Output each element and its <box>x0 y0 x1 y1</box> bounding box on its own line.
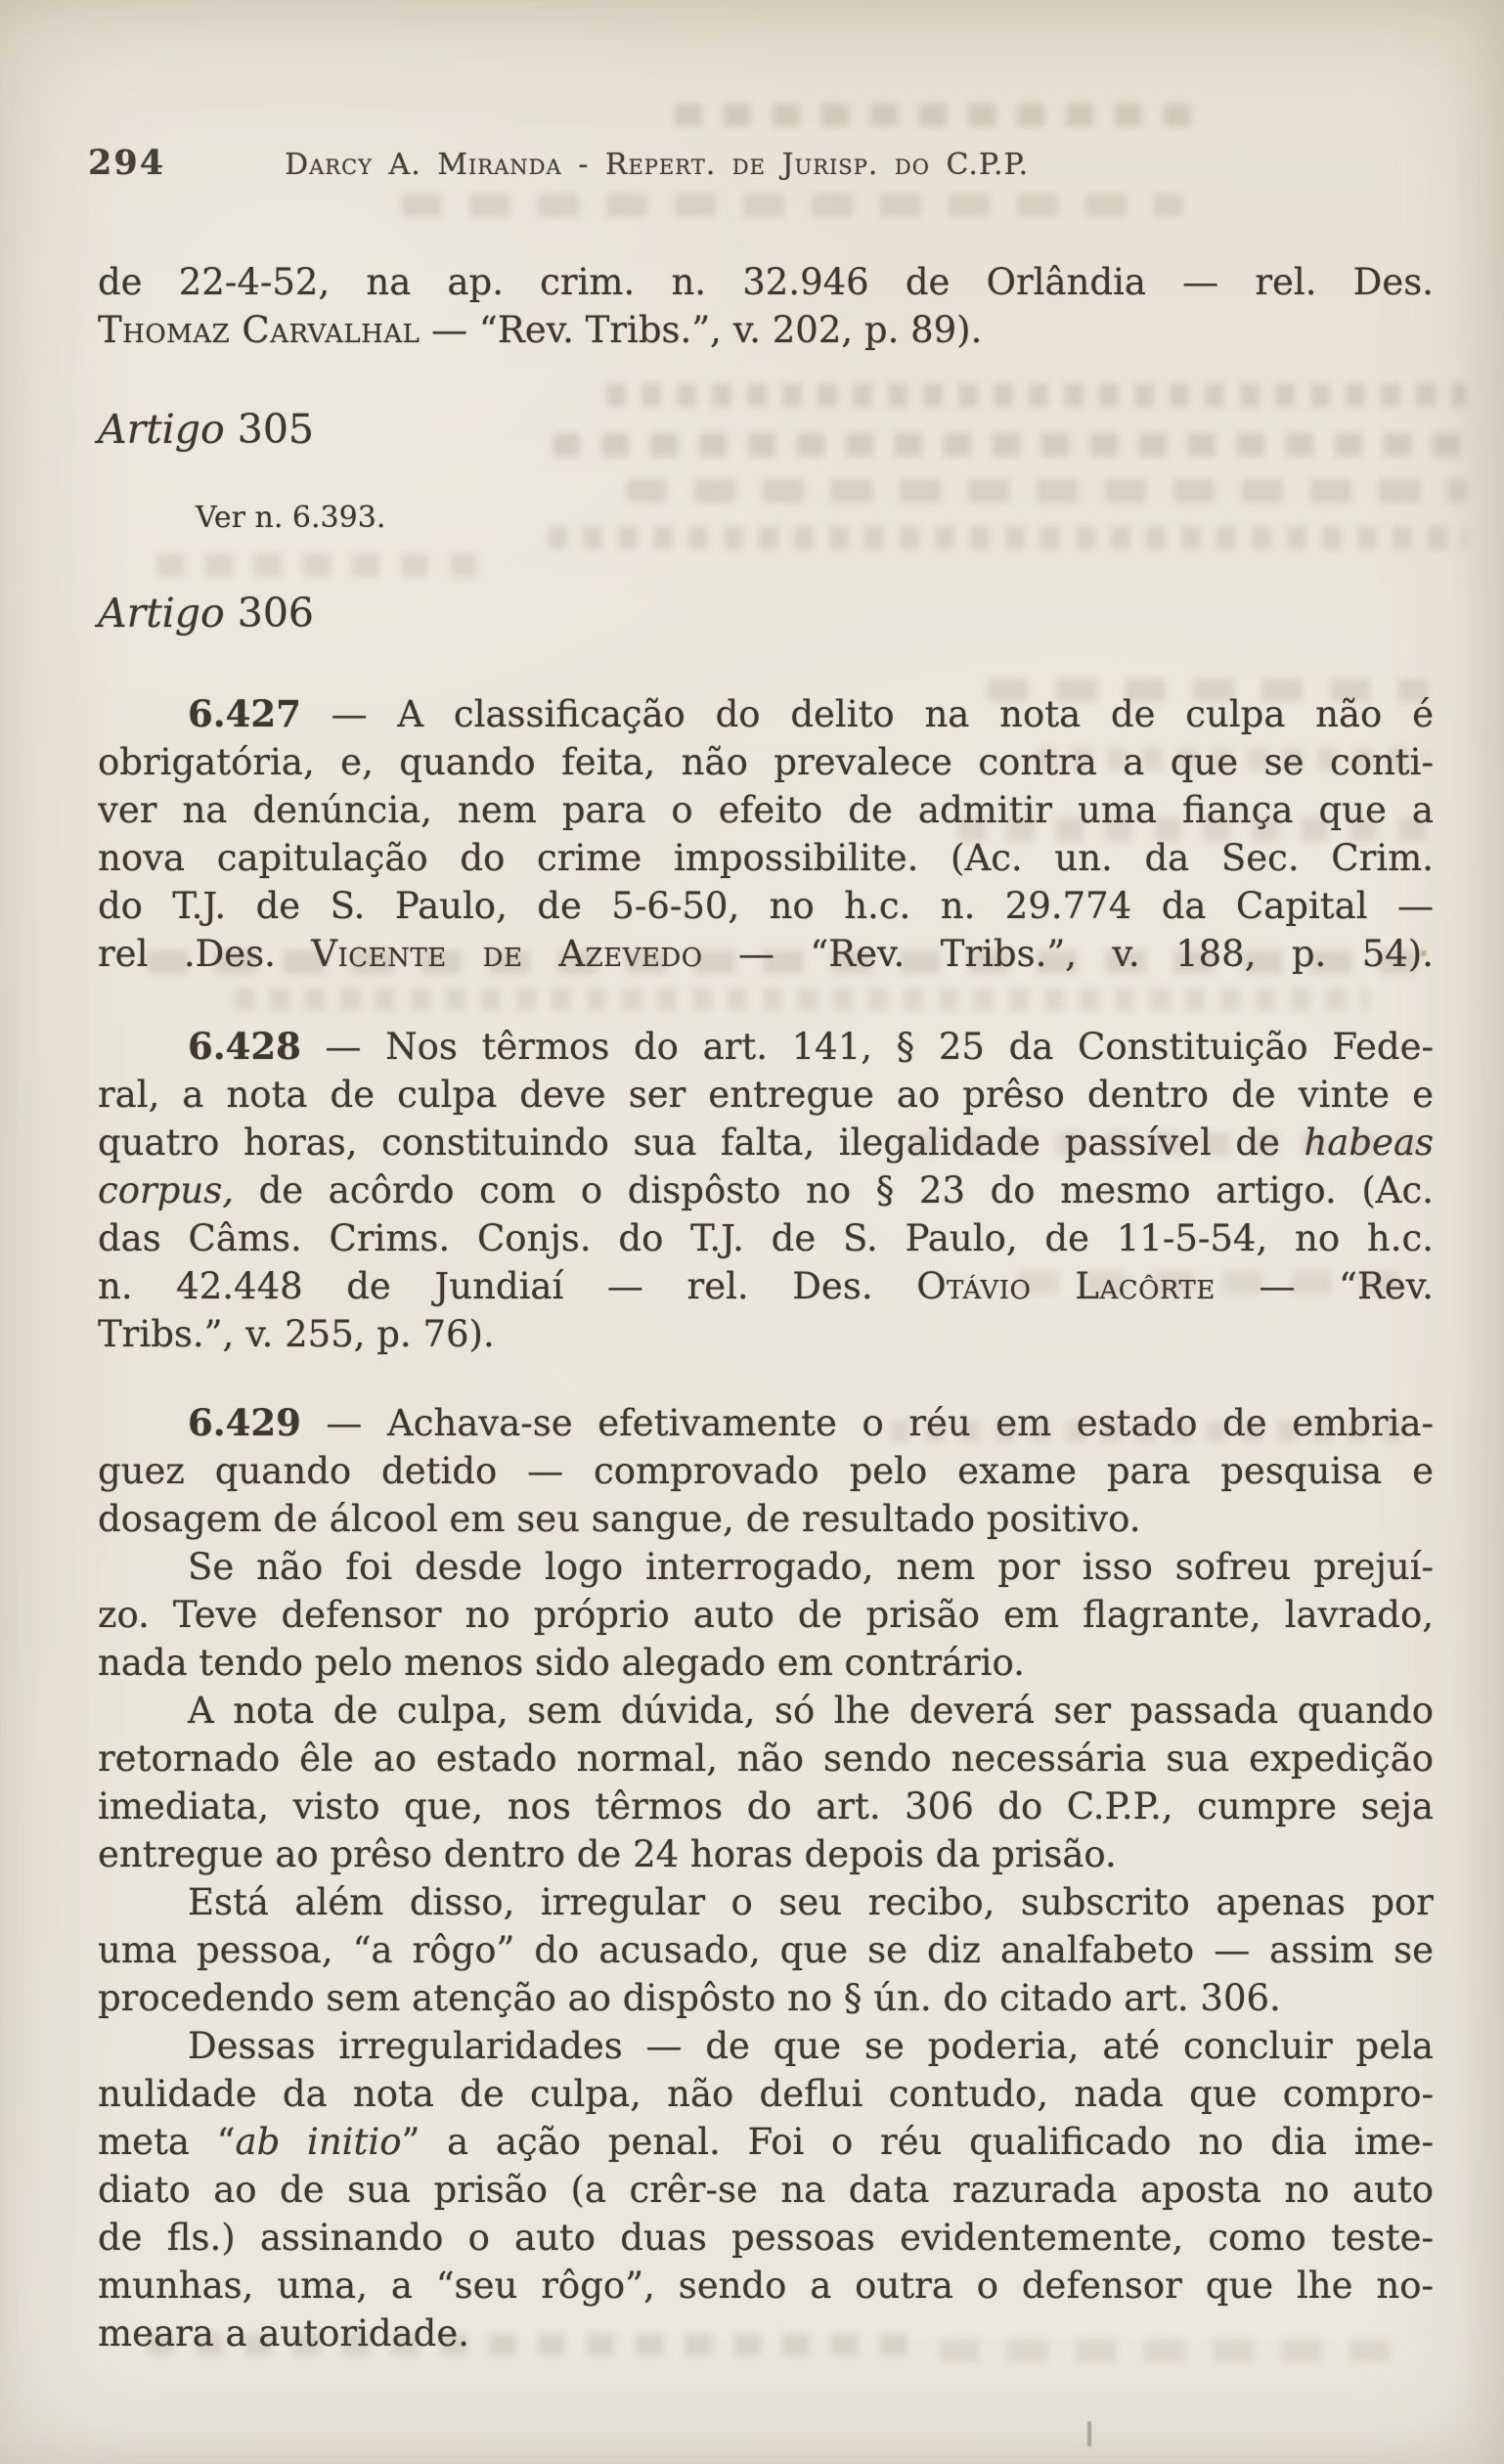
text-line <box>98 1543 1434 1591</box>
text-run: das Câms. Crims. Conjs. do T.J. de S. Paulo, de 11-5-54, no h.c. <box>98 1217 1434 1259</box>
article-heading <box>98 589 1434 638</box>
text-run: Vicente de Azevedo <box>311 933 703 975</box>
text-line <box>98 1214 1434 1262</box>
text-run: — “Rev. <box>1215 1265 1434 1307</box>
text-run: corpus, <box>98 1169 234 1211</box>
text-run: dosagem de álcool em seu sangue, de resultado positivo. <box>98 1498 1141 1540</box>
text-run: uma pessoa, “a rôgo” do acusado, que se diz analfabeto — assim se <box>98 1929 1434 1971</box>
text-run: Está além disso, irregular o seu recibo, subscrito apenas por <box>188 1881 1434 1923</box>
text-run: nada tendo pelo menos sido alegado em contrário. <box>98 1642 1025 1684</box>
text-line <box>98 2070 1434 2118</box>
text-line <box>98 1310 1434 1358</box>
text-line <box>98 2262 1434 2310</box>
text-run: Tribs.”, v. 255, p. 76). <box>98 1313 495 1355</box>
text-run: do T.J. de S. Paulo, de 5-6-50, no h.c. n. 29.774 da Capital — <box>98 885 1434 927</box>
text-line <box>98 738 1434 786</box>
paragraph <box>98 1399 1434 1543</box>
text-line <box>98 834 1434 882</box>
text-run: Se não foi desde logo interrogado, nem por isso sofreu prejuí- <box>188 1546 1434 1588</box>
article-heading <box>98 405 1434 454</box>
text-run: 6.427 <box>188 692 301 735</box>
text-run: A nota de culpa, sem dúvida, só lhe deverá ser passada quando <box>188 1690 1434 1732</box>
text-run: imediata, visto que, nos têrmos do art. 306 do C.P.P., cumpre seja <box>98 1785 1434 1827</box>
text-line <box>98 690 1434 738</box>
text-line <box>98 786 1434 834</box>
text-run: entregue ao prêso dentro de 24 horas depois da prisão. <box>98 1833 1117 1875</box>
text-line <box>98 2166 1434 2214</box>
page-content <box>88 0 1434 2357</box>
text-run: n. 42.448 de Jundiaí — rel. Des. <box>98 1265 917 1307</box>
paragraph <box>98 1878 1434 2022</box>
text-run: munhas, uma, a “seu rôgo”, sendo a outra o defensor que lhe no- <box>98 2265 1434 2307</box>
text-run: ” a ação penal. Foi o réu qualificado no dia ime- <box>401 2121 1434 2163</box>
running-title: Darcy A. Miranda - Repert. de Jurisp. do C.P.P. <box>285 148 1030 182</box>
text-run: Ver n. 6.393. <box>196 501 386 535</box>
text-line <box>98 882 1434 930</box>
text-line <box>98 1639 1434 1687</box>
text-run: nova capitulação do crime impossibilite. (Ac. un. da Sec. Crim. <box>98 837 1434 879</box>
text-run: Otávio Lacôrte <box>916 1265 1216 1307</box>
text-run: 6.428 <box>188 1025 301 1068</box>
text-line <box>98 1974 1434 2022</box>
text-line <box>98 1399 1434 1447</box>
text-run: ral, a nota de culpa deve ser entregue ao prêso dentro de vinte e <box>98 1074 1434 1116</box>
text-line <box>98 258 1434 306</box>
text-line <box>98 1591 1434 1639</box>
text-run: Artigo <box>98 406 238 453</box>
text-run: 305 <box>237 406 315 453</box>
ink-speck <box>1087 2421 1091 2446</box>
text-line <box>98 2214 1434 2262</box>
text-line <box>98 1687 1434 1735</box>
text-line <box>98 2310 1434 2357</box>
text-run: quatro horas, constituindo sua falta, ilegalidade passível de <box>98 1122 1305 1164</box>
text-run: retornado êle ao estado normal, não sendo necessária sua expedição <box>98 1738 1434 1780</box>
paragraph <box>98 258 1434 354</box>
text-run: Thomaz Carvalhal <box>98 309 420 351</box>
text-run: meta “ <box>98 2121 236 2163</box>
text-run: — A classificação do delito na nota de culpa não é <box>300 693 1434 735</box>
text-run: — Nos têrmos do art. 141, § 25 da Constituição Fede- <box>300 1026 1434 1068</box>
text-run: — Achava-se efetivamente o réu em estado de embria- <box>300 1402 1434 1444</box>
text-run: guez quando detido — comprovado pelo exame para pesquisa e <box>98 1450 1434 1492</box>
text-run: de 22-4-52, na ap. crim. n. 32.946 de Orlândia — rel. Des. <box>98 261 1434 303</box>
paragraph <box>98 690 1434 978</box>
text-run: ab initio <box>235 2121 402 2163</box>
text-run: 306 <box>237 590 315 637</box>
paragraph <box>98 1687 1434 1878</box>
text-line <box>98 1878 1434 1926</box>
paragraph <box>98 1543 1434 1687</box>
text-run: nulidade da nota de culpa, não deflui contudo, nada que compro- <box>98 2073 1434 2115</box>
text-line <box>98 1735 1434 1782</box>
text-line <box>98 1495 1434 1543</box>
text-line <box>98 1926 1434 1974</box>
text-run: zo. Teve defensor no próprio auto de prisão em flagrante, lavrado, <box>98 1594 1434 1636</box>
text-line <box>98 1023 1434 1071</box>
text-run: procedendo sem atenção ao dispôsto no § ún. do citado art. 306. <box>98 1977 1281 2019</box>
text-run: — “Rev. Tribs.”, v. 188, p. 54). <box>702 933 1434 975</box>
text-line <box>98 1119 1434 1166</box>
text-run: obrigatória, e, quando feita, não prevalece contra a que se conti- <box>98 741 1434 783</box>
text-line <box>98 1071 1434 1119</box>
text-block <box>98 258 1434 2357</box>
text-line <box>98 306 1434 354</box>
text-line <box>98 2022 1434 2070</box>
paragraph <box>98 1023 1434 1358</box>
text-run: habeas <box>1304 1122 1434 1164</box>
text-line <box>98 930 1434 978</box>
text-run: de acôrdo com o dispôsto no § 23 do mesmo artigo. (Ac. <box>233 1169 1434 1211</box>
text-run: ver na denúncia, nem para o efeito de admitir uma fiança que a <box>98 789 1434 831</box>
text-line <box>98 1447 1434 1495</box>
text-line <box>98 1830 1434 1878</box>
text-run: diato ao de sua prisão (a crêr-se na data razurada aposta no auto <box>98 2169 1434 2211</box>
text-run: meara a autoridade. <box>98 2312 470 2354</box>
cross-reference-note <box>98 499 1434 538</box>
paragraph <box>98 2022 1434 2357</box>
text-run: de fls.) assinando o auto duas pessoas evidentemente, como teste- <box>98 2217 1434 2259</box>
text-line <box>98 1166 1434 1214</box>
text-run: 6.429 <box>188 1401 301 1444</box>
page-number: 294 <box>88 143 166 183</box>
text-run: Artigo <box>98 590 238 637</box>
page-header <box>88 143 1434 186</box>
text-line <box>98 2118 1434 2166</box>
text-run: Dessas irregularidades — de que se poderia, até concluir pela <box>188 2025 1434 2067</box>
text-run: — “Rev. Tribs.”, v. 202, p. 89). <box>420 309 983 351</box>
text-line <box>98 1782 1434 1830</box>
text-run: rel .Des. <box>98 933 312 975</box>
text-line <box>98 1262 1434 1310</box>
